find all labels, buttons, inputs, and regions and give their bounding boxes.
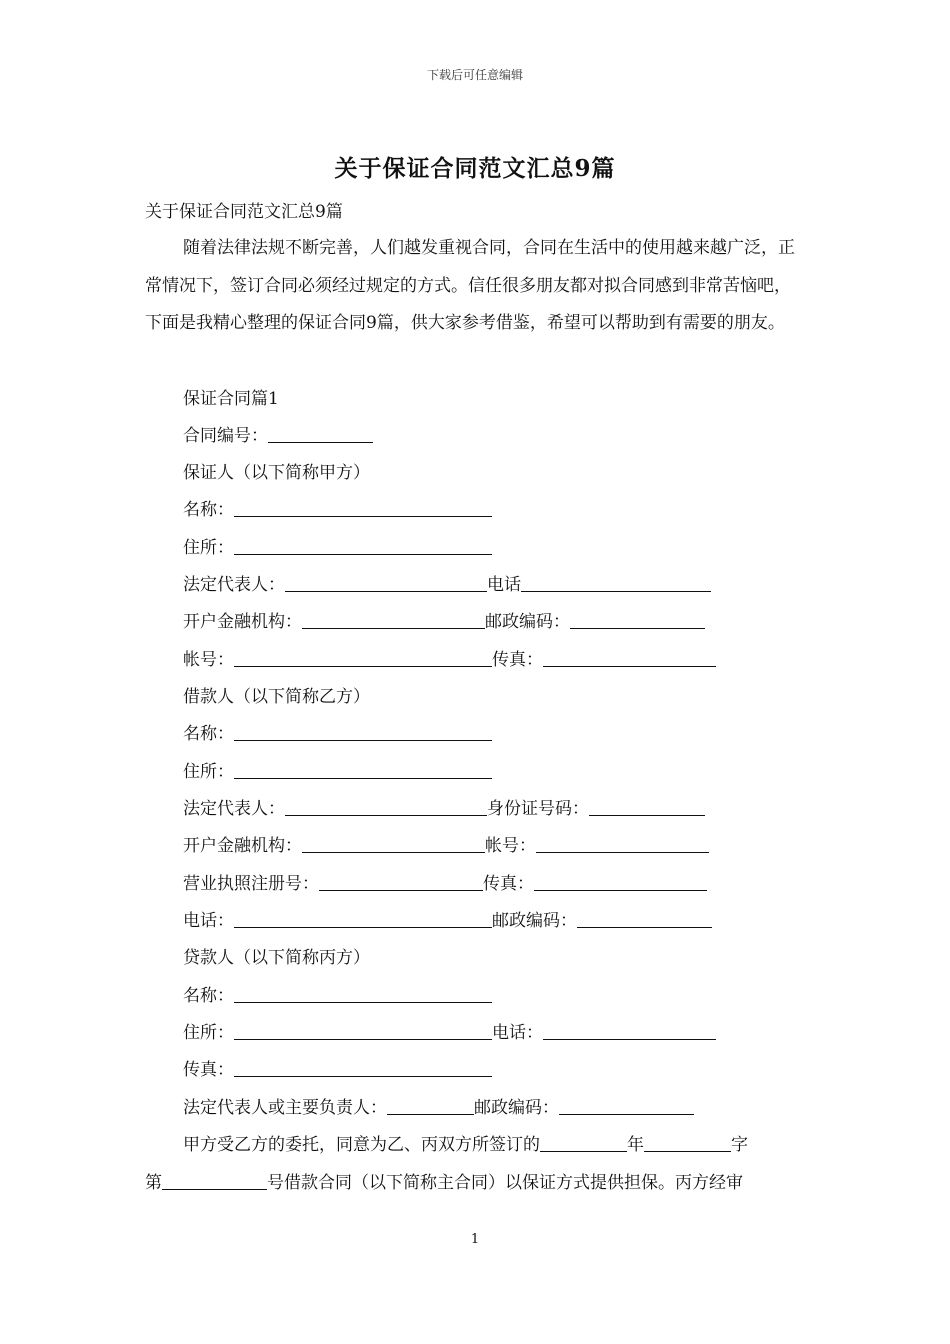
- field-label: 住所：: [183, 762, 234, 782]
- contract-no-label: 合同编号：: [183, 426, 268, 446]
- guarantor-rep-row: [183, 573, 711, 597]
- lender-address-blank[interactable]: [234, 1023, 492, 1040]
- borrower-phone-blank[interactable]: [234, 911, 492, 928]
- lender-postcode-blank[interactable]: [559, 1098, 694, 1115]
- field-label: 身份证号码：: [487, 799, 589, 819]
- borrower-bank-blank[interactable]: [302, 836, 485, 853]
- field-label: 开户金融机构：: [183, 612, 302, 632]
- borrower-address-blank[interactable]: [234, 762, 492, 779]
- page-header: 下载后可任意编辑: [426, 68, 523, 82]
- clause-text: 号借款合同（以下简称主合同）以保证方式提供担保。丙方经审: [267, 1172, 743, 1193]
- borrower-name-row: [183, 722, 492, 746]
- borrower-fax-blank[interactable]: [534, 874, 707, 891]
- field-label: 传真：: [183, 1060, 234, 1080]
- intro-paragraph: [145, 230, 807, 343]
- borrower-bank-row: [183, 834, 709, 858]
- borrower-account-blank[interactable]: [536, 836, 709, 853]
- clause-text: 年: [627, 1135, 644, 1155]
- number-blank[interactable]: [162, 1173, 267, 1190]
- borrower-phone-row: [183, 909, 712, 933]
- contract-no-row: [183, 424, 373, 448]
- field-label: 法定代表人或主要负责人：: [183, 1098, 387, 1118]
- field-label: 名称：: [183, 724, 234, 744]
- borrower-address-row: [183, 760, 492, 784]
- contract-no-blank[interactable]: [268, 426, 373, 443]
- guarantor-postcode-blank[interactable]: [570, 612, 705, 629]
- lender-fax-blank[interactable]: [234, 1060, 492, 1077]
- section-heading: 保证合同篇1: [183, 389, 279, 409]
- field-label: 名称：: [183, 500, 234, 520]
- lender-phone-blank[interactable]: [543, 1023, 716, 1040]
- lender-address-row: [183, 1021, 716, 1045]
- clause-text: 第: [145, 1172, 162, 1193]
- borrower-license-row: [183, 872, 707, 896]
- year-blank[interactable]: [540, 1135, 627, 1152]
- field-label: 帐号：: [183, 650, 234, 670]
- document-title: 关于保证合同范文汇总9篇: [334, 155, 616, 182]
- guarantor-rep-blank[interactable]: [285, 575, 487, 592]
- clause-text: 甲方受乙方的委托，同意为乙、丙双方所签订的: [183, 1135, 540, 1155]
- borrower-rep-row: [183, 797, 705, 821]
- guarantor-phone-blank[interactable]: [521, 575, 711, 592]
- field-label: 传真：: [483, 874, 534, 894]
- field-label: 开户金融机构：: [183, 836, 302, 856]
- field-label: 电话: [487, 575, 521, 595]
- guarantor-account-row: [183, 648, 716, 672]
- lender-heading: 贷款人（以下简称丙方）: [183, 948, 370, 968]
- field-label: 营业执照注册号：: [183, 874, 319, 894]
- lender-rep-row: [183, 1096, 694, 1120]
- borrower-license-blank[interactable]: [319, 874, 483, 891]
- guarantor-fax-blank[interactable]: [543, 650, 716, 667]
- field-label: 帐号：: [485, 836, 536, 856]
- field-label: 法定代表人：: [183, 575, 285, 595]
- guarantor-heading: 保证人（以下简称甲方）: [183, 463, 370, 483]
- lender-name-blank[interactable]: [234, 986, 492, 1003]
- field-label: 邮政编码：: [485, 612, 570, 632]
- field-label: 名称：: [183, 986, 234, 1006]
- lender-name-row: [183, 984, 492, 1008]
- clause-text: 字: [731, 1135, 748, 1155]
- document-subtitle: 关于保证合同范文汇总9篇: [145, 202, 343, 222]
- field-label: 传真：: [492, 650, 543, 670]
- guarantor-name-blank[interactable]: [234, 500, 492, 517]
- field-label: 法定代表人：: [183, 799, 285, 819]
- lender-fax-row: [183, 1058, 492, 1082]
- guarantor-bank-blank[interactable]: [302, 612, 485, 629]
- borrower-rep-blank[interactable]: [285, 799, 487, 816]
- guarantor-name-row: [183, 498, 492, 522]
- borrower-postcode-blank[interactable]: [577, 911, 712, 928]
- clause-paragraph: [145, 1127, 807, 1202]
- field-label: 住所：: [183, 538, 234, 558]
- borrower-id-blank[interactable]: [589, 799, 705, 816]
- field-label: 住所：: [183, 1023, 234, 1043]
- page-number: 1: [470, 1232, 480, 1247]
- guarantor-bank-row: [183, 610, 705, 634]
- field-label: 电话：: [183, 911, 234, 931]
- intro-text: 随着法律法规不断完善，人们越发重视合同，合同在生活中的使用越来越广泛，正常情况下，签订合同必须经过规定的方式。信任很多朋友都对拟合同感到非常苦恼吧，下面是我精心整理的保证合同9篇，供大家参考借鉴，希望可以帮助到有需要的朋友。: [145, 238, 795, 333]
- field-label: 邮政编码：: [492, 911, 577, 931]
- borrower-heading: 借款人（以下简称乙方）: [183, 687, 370, 707]
- guarantor-address-blank[interactable]: [234, 538, 492, 555]
- field-label: 电话：: [492, 1023, 543, 1043]
- field-label: 邮政编码：: [474, 1098, 559, 1118]
- guarantor-account-blank[interactable]: [234, 650, 492, 667]
- char-blank[interactable]: [644, 1135, 731, 1152]
- guarantor-address-row: [183, 536, 492, 560]
- borrower-name-blank[interactable]: [234, 724, 492, 741]
- lender-rep-blank[interactable]: [387, 1098, 474, 1115]
